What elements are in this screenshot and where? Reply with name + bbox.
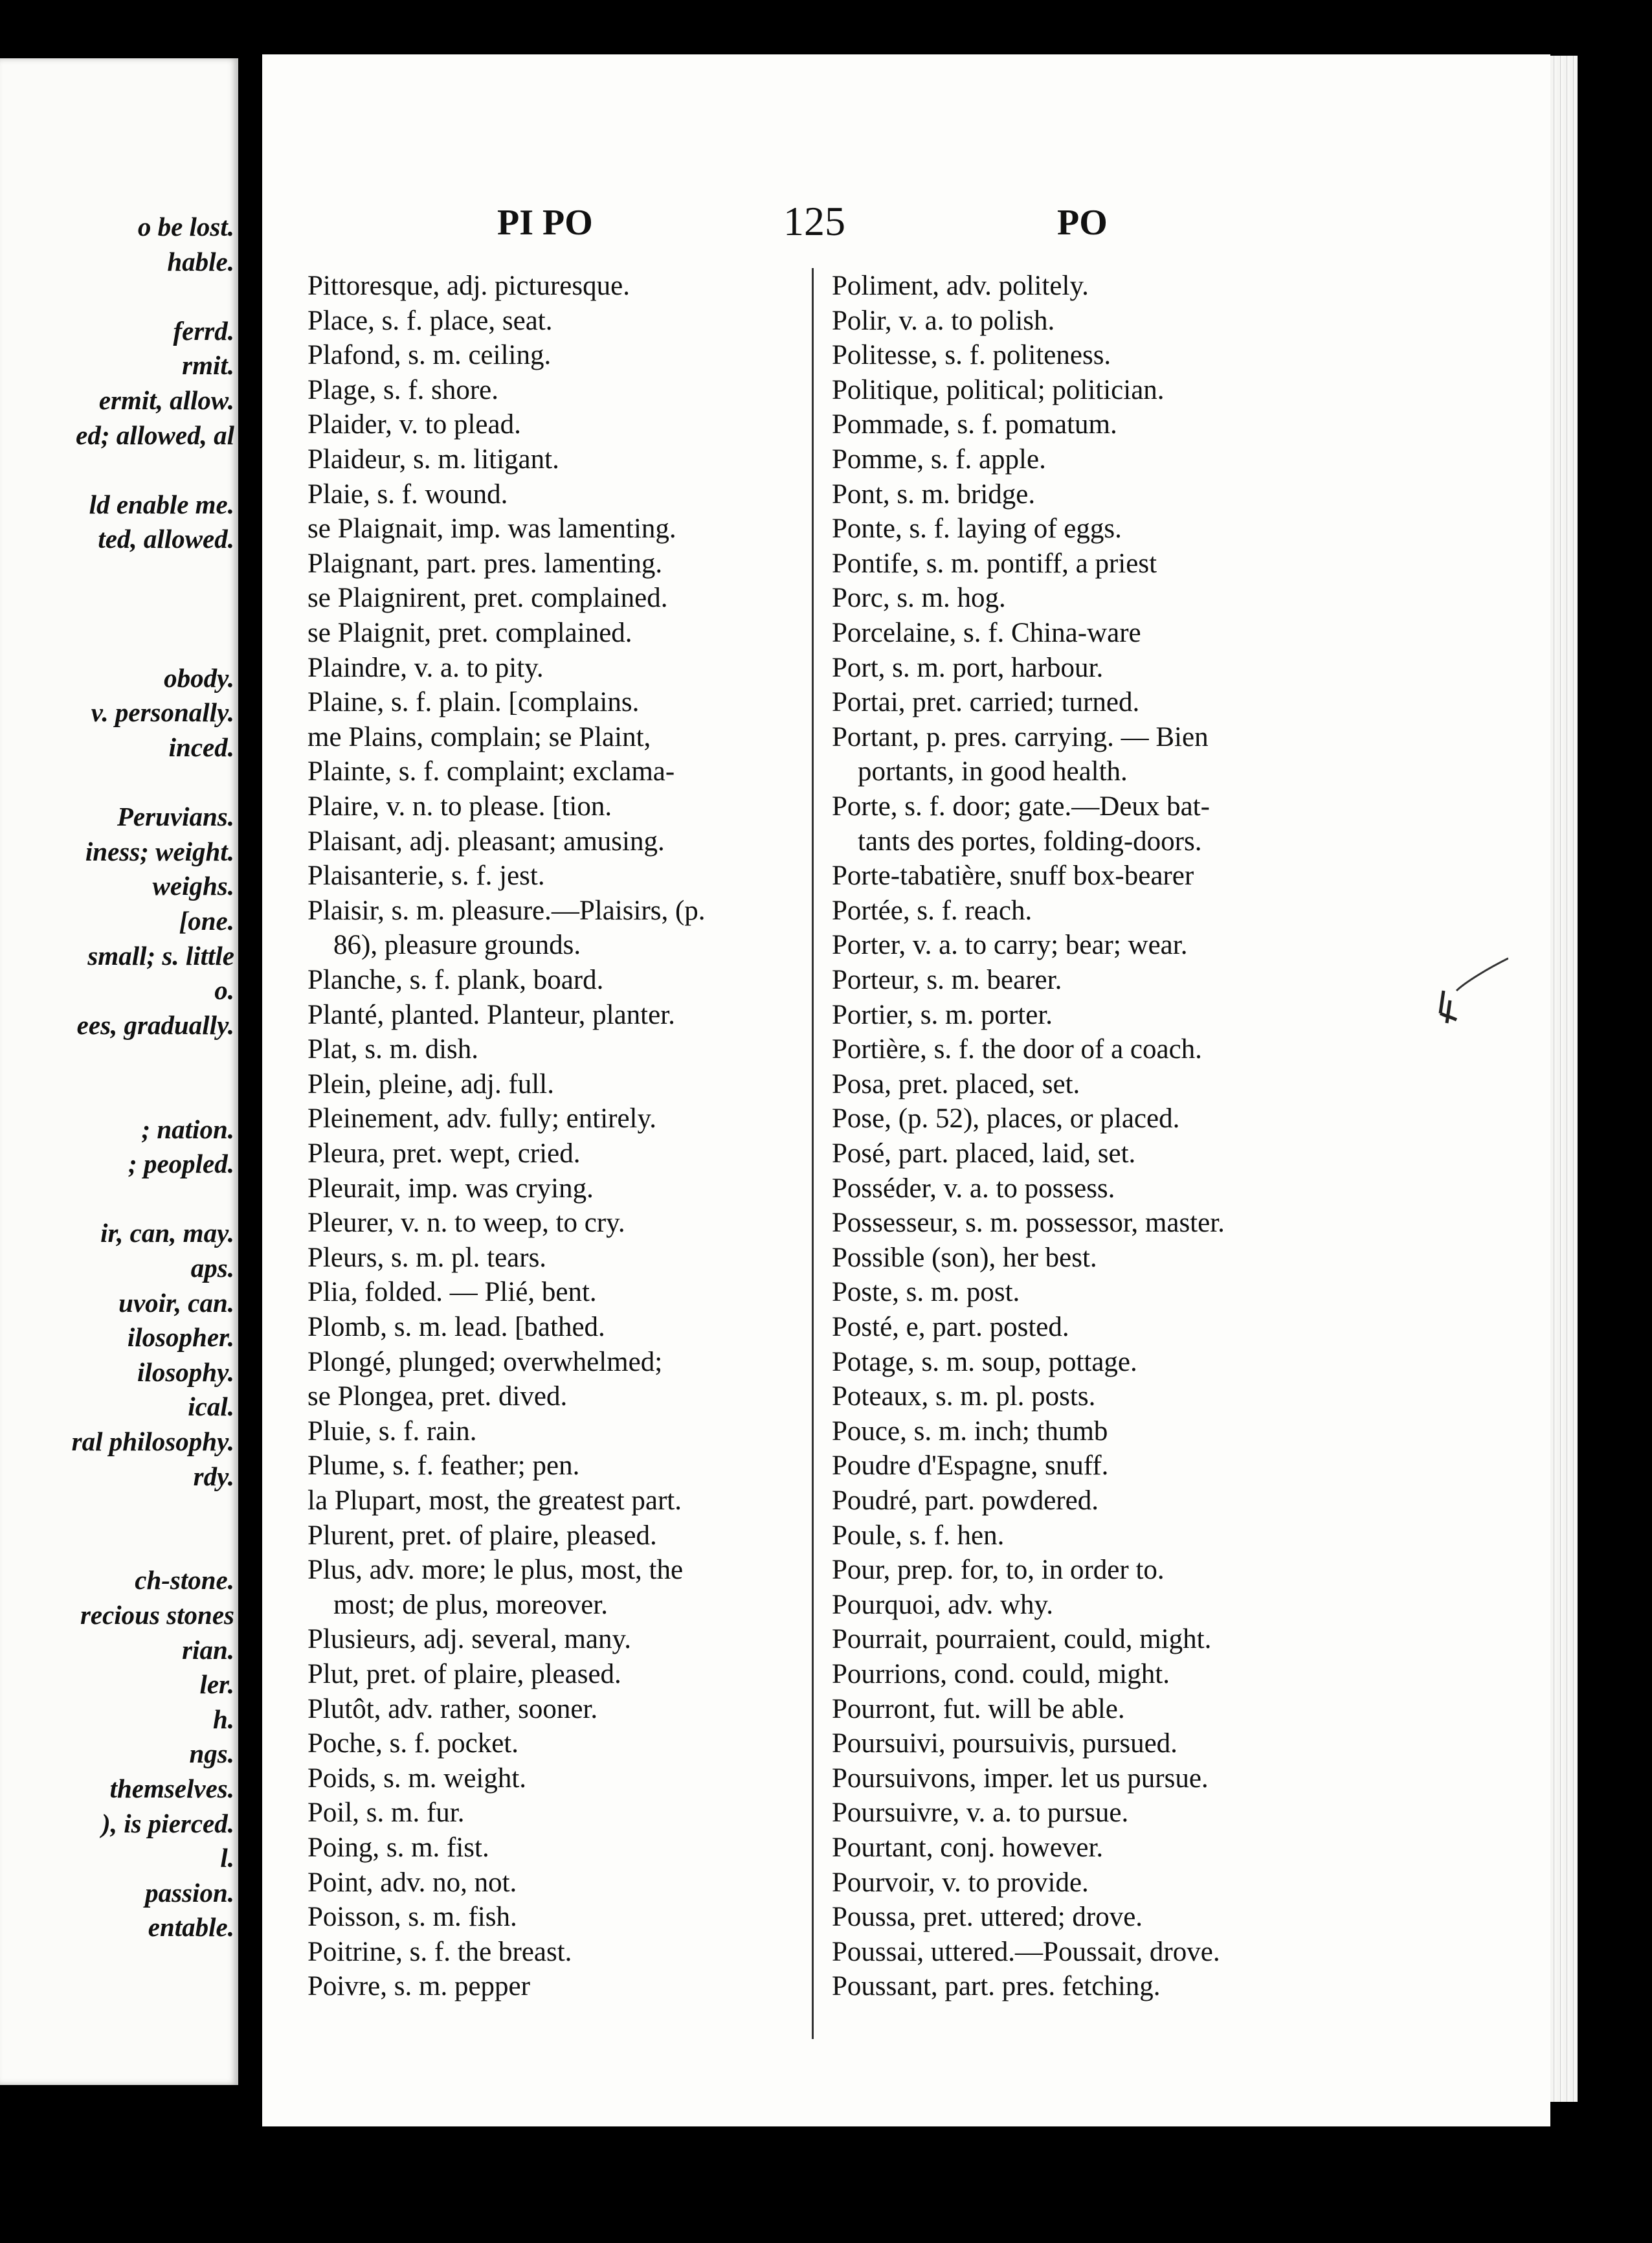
fragment-line: o.	[214, 975, 234, 1006]
dictionary-entry: Plaider, v. to plead.	[307, 409, 521, 440]
fragment-line: l.	[220, 1843, 234, 1873]
dictionary-entry: 86), pleasure grounds.	[333, 930, 581, 961]
dictionary-entry: Posséder, v. a. to possess.	[832, 1173, 1115, 1204]
dictionary-entry: Pleurs, s. m. pl. tears.	[307, 1242, 547, 1273]
dictionary-entry: Poing, s. m. fist.	[307, 1832, 489, 1863]
fragment-line: ; peopled.	[128, 1149, 234, 1179]
fragment-line: themselves.	[109, 1774, 234, 1803]
fragment-line: ical.	[188, 1392, 234, 1422]
fragment-line: iness; weight.	[85, 836, 234, 866]
dictionary-entry: Potage, s. m. soup, pottage.	[832, 1346, 1137, 1377]
fragment-line: ), is pierced.	[102, 1808, 234, 1838]
dictionary-entry: Portant, p. pres. carrying. — Bien	[832, 721, 1209, 752]
dictionary-entry: Plaideur, s. m. litigant.	[307, 444, 559, 475]
fragment-line: ed; allowed, al	[76, 420, 234, 450]
pencil-mark	[1411, 952, 1508, 1062]
dictionary-entry: se Plaignit, pret. complained.	[307, 618, 632, 648]
dictionary-entry: Poisson, s. m. fish.	[307, 1902, 517, 1933]
dictionary-entry: Pont, s. m. bridge.	[832, 479, 1036, 510]
fragment-line: ler.	[199, 1669, 234, 1700]
dictionary-entry: Poule, s. f. hen.	[832, 1520, 1005, 1551]
fragment-line: aps.	[190, 1253, 234, 1283]
dictionary-entry: Pommade, s. f. pomatum.	[832, 409, 1117, 440]
dictionary-entry: Poteaux, s. m. pl. posts.	[832, 1381, 1096, 1412]
fragment-line: o be lost.	[137, 212, 234, 242]
dictionary-entry: Plafond, s. m. ceiling.	[307, 340, 552, 371]
dictionary-entry: Poussai, uttered.—Poussait, drove.	[832, 1936, 1220, 1967]
dictionary-entry: Poche, s. f. pocket.	[307, 1728, 519, 1759]
fragment-line: ; nation.	[141, 1114, 234, 1144]
fragment-line: v. personally.	[91, 697, 234, 728]
fragment-line: small; s. little	[87, 940, 234, 971]
dictionary-entry: Portier, s. m. porter.	[832, 999, 1053, 1030]
column-divider	[812, 268, 814, 2039]
running-head-left: PI PO	[497, 203, 593, 243]
fragment-line: ees, gradually.	[76, 1009, 234, 1040]
dictionary-entry: Pourrait, pourraient, could, might.	[832, 1624, 1212, 1655]
dictionary-entry: Posé, part. placed, laid, set.	[832, 1138, 1136, 1169]
page-edges	[1550, 56, 1578, 2102]
page-number: 125	[783, 198, 845, 244]
fragment-line: h.	[212, 1704, 234, 1734]
fragment-line: Peruvians.	[117, 802, 234, 832]
dictionary-entry: Portée, s. f. reach.	[832, 895, 1032, 926]
dictionary-entry: Possesseur, s. m. possessor, master.	[832, 1208, 1225, 1239]
dictionary-entry: Polir, v. a. to polish.	[832, 305, 1055, 336]
fragment-line: ir, can, may.	[100, 1218, 234, 1248]
dictionary-entry: Plurent, pret. of plaire, pleased.	[307, 1520, 657, 1551]
dictionary-entry: Pouce, s. m. inch; thumb	[832, 1415, 1108, 1447]
running-head-right: PO	[1057, 203, 1108, 243]
dictionary-entry: Pourvoir, v. to provide.	[832, 1867, 1089, 1898]
dictionary-entry: Pluie, s. f. rain.	[307, 1415, 477, 1447]
dictionary-entry: Pourquoi, adv. why.	[832, 1589, 1053, 1620]
dictionary-entry: Pleurer, v. n. to weep, to cry.	[307, 1208, 625, 1239]
dictionary-entry: Pourrions, cond. could, might.	[832, 1659, 1170, 1689]
fragment-line: rmit.	[182, 350, 234, 381]
dictionary-entry: Pose, (p. 52), places, or placed.	[832, 1103, 1180, 1134]
dictionary-entry: Pleinement, adv. fully; entirely.	[307, 1103, 656, 1134]
dictionary-entry: la Plupart, most, the greatest part.	[307, 1485, 682, 1516]
dictionary-entry: Pittoresque, adj. picturesque.	[307, 271, 630, 301]
dictionary-entry: Porter, v. a. to carry; bear; wear.	[832, 930, 1188, 961]
dictionary-entry: Poivre, s. m. pepper	[307, 1971, 530, 2002]
fragment-line: ilosophy.	[137, 1357, 234, 1387]
dictionary-entry: Planté, planted. Planteur, planter.	[307, 999, 675, 1030]
dictionary-entry: Pourront, fut. will be able.	[832, 1693, 1125, 1724]
dictionary-entry: Plaie, s. f. wound.	[307, 479, 508, 510]
fragment-line: ferrd.	[173, 315, 234, 346]
dictionary-entry: Plaine, s. f. plain. [complains.	[307, 687, 640, 718]
fragment-line: ch-stone.	[135, 1565, 234, 1595]
dictionary-entry: Politesse, s. f. politeness.	[832, 340, 1111, 371]
dictionary-entry: Porte, s. f. door; gate.—Deux bat-	[832, 791, 1210, 822]
dictionary-entry: se Plongea, pret. dived.	[307, 1381, 568, 1412]
dictionary-entry: Pontife, s. m. pontiff, a priest	[832, 548, 1157, 579]
fragment-line: entable.	[148, 1912, 234, 1943]
dictionary-entry: Plume, s. f. feather; pen.	[307, 1450, 580, 1482]
dictionary-entry: Poste, s. m. post.	[832, 1277, 1020, 1308]
dictionary-entry: Port, s. m. port, harbour.	[832, 652, 1104, 683]
dictionary-entry: Pleura, pret. wept, cried.	[307, 1138, 581, 1169]
dictionary-entry: Ponte, s. f. laying of eggs.	[832, 513, 1122, 545]
dictionary-entry: Poudre d'Espagne, snuff.	[832, 1450, 1109, 1482]
dictionary-entry: Poliment, adv. politely.	[832, 271, 1089, 301]
fragment-line: hable.	[167, 246, 234, 276]
dictionary-entry: Posté, e, part. posted.	[832, 1312, 1069, 1342]
dictionary-page	[262, 54, 1550, 2126]
dictionary-entry: Politique, political; politician.	[832, 374, 1165, 405]
fragment-line: passion.	[145, 1877, 234, 1908]
fragment-line: ld enable me.	[89, 489, 234, 519]
dictionary-entry: Pleurait, imp. was crying.	[307, 1173, 594, 1204]
dictionary-entry: Porc, s. m. hog.	[832, 583, 1006, 614]
fragment-line: ilosopher.	[127, 1322, 234, 1353]
dictionary-entry: Portière, s. f. the door of a coach.	[832, 1034, 1202, 1065]
fragment-line: obody.	[164, 662, 234, 693]
fragment-line: ermit, allow.	[98, 385, 234, 415]
dictionary-entry: portants, in good health.	[858, 756, 1128, 787]
dictionary-entry: Plaisant, adj. pleasant; amusing.	[307, 826, 665, 857]
left-page-fragment	[0, 58, 238, 2085]
dictionary-entry: Plut, pret. of plaire, pleased.	[307, 1659, 621, 1689]
dictionary-entry: Poudré, part. powdered.	[832, 1485, 1099, 1516]
dictionary-entry: se Plaignait, imp. was lamenting.	[307, 513, 676, 545]
dictionary-entry: Plomb, s. m. lead. [bathed.	[307, 1312, 605, 1342]
fragment-line: ngs.	[189, 1739, 234, 1769]
fragment-line: ral philosophy.	[71, 1426, 234, 1456]
fragment-line: rian.	[182, 1634, 234, 1665]
fragment-line: uvoir, can.	[118, 1287, 234, 1318]
dictionary-entry: most; de plus, moreover.	[333, 1589, 608, 1620]
fragment-line: inced.	[168, 732, 234, 762]
dictionary-entry: Point, adv. no, not.	[307, 1867, 517, 1898]
dictionary-entry: Plongé, plunged; overwhelmed;	[307, 1346, 663, 1377]
dictionary-entry: tants des portes, folding-doors.	[858, 826, 1202, 857]
dictionary-entry: Poursuivre, v. a. to pursue.	[832, 1798, 1129, 1829]
dictionary-entry: Porcelaine, s. f. China-ware	[832, 618, 1141, 648]
dictionary-entry: Plia, folded. — Plié, bent.	[307, 1277, 597, 1308]
dictionary-entry: Plein, pleine, adj. full.	[307, 1068, 554, 1099]
dictionary-entry: Poil, s. m. fur.	[307, 1798, 465, 1829]
fragment-line: recious stones	[80, 1600, 234, 1630]
dictionary-entry: Plaindre, v. a. to pity.	[307, 652, 544, 683]
dictionary-entry: Plaire, v. n. to please. [tion.	[307, 791, 612, 822]
dictionary-entry: Pourtant, conj. however.	[832, 1832, 1104, 1863]
dictionary-entry: se Plaignirent, pret. complained.	[307, 583, 668, 614]
dictionary-entry: me Plains, complain; se Plaint,	[307, 721, 651, 752]
dictionary-entry: Plaisir, s. m. pleasure.—Plaisirs, (p.	[307, 895, 706, 926]
dictionary-entry: Plat, s. m. dish.	[307, 1034, 479, 1065]
dictionary-entry: Pomme, s. f. apple.	[832, 444, 1046, 475]
dictionary-entry: Plaisanterie, s. f. jest.	[307, 861, 545, 892]
fragment-line: weighs.	[152, 871, 234, 901]
dictionary-entry: Porte-tabatière, snuff box-bearer	[832, 861, 1194, 892]
dictionary-entry: Planche, s. f. plank, board.	[307, 965, 604, 995]
dictionary-entry: Plaignant, part. pres. lamenting.	[307, 548, 663, 579]
dictionary-entry: Plus, adv. more; le plus, most, the	[307, 1555, 684, 1586]
dictionary-entry: Poussant, part. pres. fetching.	[832, 1971, 1161, 2002]
dictionary-entry: Portai, pret. carried; turned.	[832, 687, 1140, 718]
fragment-line: ted, allowed.	[98, 524, 234, 554]
dictionary-entry: Possible (son), her best.	[832, 1242, 1097, 1273]
dictionary-entry: Plainte, s. f. complaint; exclama-	[307, 756, 675, 787]
dictionary-entry: Poursuivi, poursuivis, pursued.	[832, 1728, 1178, 1759]
fragment-line: rdy.	[193, 1461, 234, 1491]
fragment-line: [one.	[179, 906, 234, 936]
dictionary-entry: Pour, prep. for, to, in order to.	[832, 1555, 1165, 1586]
dictionary-entry: Plage, s. f. shore.	[307, 374, 498, 405]
dictionary-entry: Poids, s. m. weight.	[307, 1763, 527, 1794]
dictionary-entry: Poussa, pret. uttered; drove.	[832, 1902, 1143, 1933]
dictionary-entry: Porteur, s. m. bearer.	[832, 965, 1062, 995]
dictionary-entry: Plusieurs, adj. several, many.	[307, 1624, 631, 1655]
dictionary-entry: Plutôt, adv. rather, sooner.	[307, 1693, 598, 1724]
dictionary-entry: Poursuivons, imper. let us pursue.	[832, 1763, 1209, 1794]
dictionary-entry: Posa, pret. placed, set.	[832, 1068, 1080, 1099]
dictionary-entry: Poitrine, s. f. the breast.	[307, 1936, 572, 1967]
dictionary-entry: Place, s. f. place, seat.	[307, 305, 553, 336]
